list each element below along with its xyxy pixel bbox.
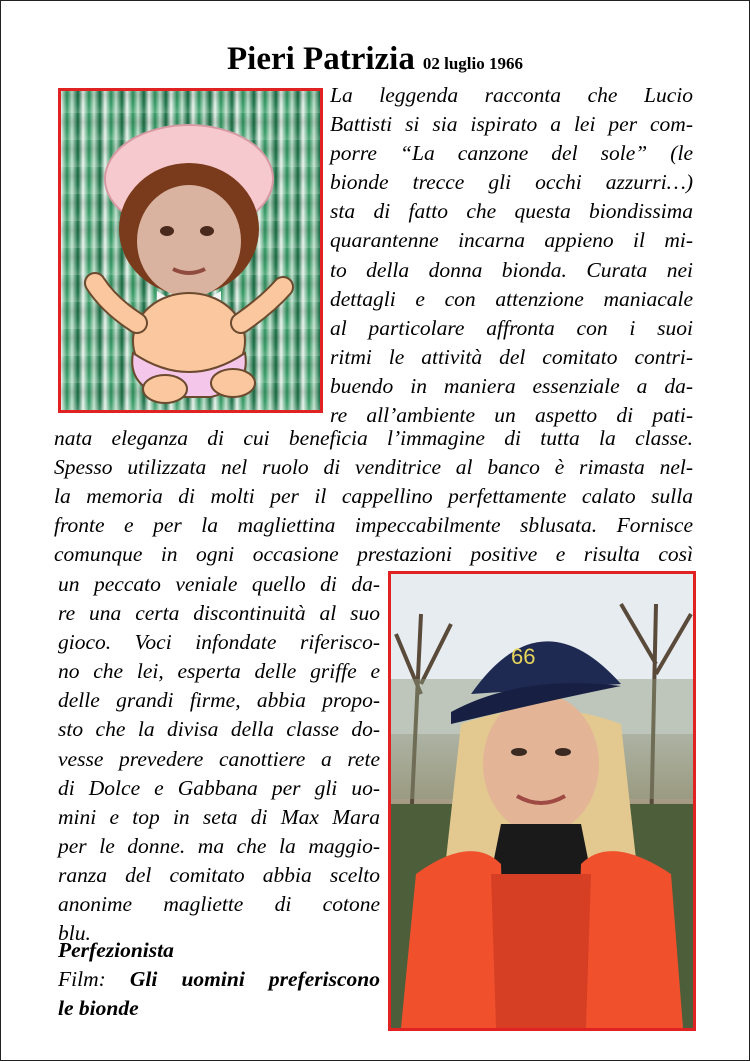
text-line: fronte e per la magliettina impeccabilmente sblusata. Fornisce: [54, 513, 693, 538]
text-line: sto che la divisa della classe do-: [58, 717, 380, 742]
text-line: ranza del comitato abbia scelto: [58, 862, 380, 887]
text-line: Battisti si sia ispirato a lei per com-: [330, 112, 693, 137]
text-line: gioco. Voci infondate riferisco-: [58, 630, 380, 655]
text-line: ritmi le attività del comitato contri-: [330, 344, 693, 369]
cap-number: 66: [511, 644, 536, 669]
film-title: Gli uomini preferiscono: [129, 967, 380, 992]
bio-text-full-width: [54, 424, 693, 569]
film-title-continued: le bionde: [58, 996, 139, 1021]
text-line: la memoria di molti per il cappellino perfettamente calato sulla: [54, 484, 693, 509]
text-line: anonime magliette di cotone: [58, 892, 380, 917]
text-line: per le donne. ma che la maggio-: [58, 833, 380, 858]
text-line: delle grandi firme, abbia propo-: [58, 688, 380, 713]
text-line: al particolare affronta con i suoi: [330, 315, 693, 340]
adult-portrait-photo: [388, 571, 696, 1031]
text-line: di Dolce e Gabbana per gli uo-: [58, 775, 380, 800]
bio-text-column-2: [58, 570, 380, 948]
text-line: sta di fatto che questa biondissima: [330, 199, 693, 224]
trait-label: Perfezionista: [58, 938, 174, 962]
text-line: quarantenne incarna appieno il mi-: [330, 228, 693, 253]
text-line: to della donna bionda. Curata nei: [330, 257, 693, 282]
text-line: comunque in ogni occasione prestazioni positive e risulta così: [54, 542, 693, 567]
text-line: bionde trecce gli occhi azzurri…): [330, 170, 693, 195]
text-line: La leggenda racconta che Lucio: [330, 83, 693, 107]
text-line: vesse prevedere canottiere a rete: [58, 746, 380, 771]
text-line: un peccato veniale quello di da-: [58, 572, 380, 596]
text-line: re all’ambiente un aspetto di pati-: [330, 403, 693, 428]
text-line: porre “La canzone del sole” (le: [330, 141, 693, 166]
text-line: no che lei, esperta delle griffe e: [58, 659, 380, 684]
text-line: dettagli e con attenzione maniacale: [330, 286, 693, 311]
childhood-cartoon-photo: [58, 88, 323, 413]
text-line: nata eleganza di cui beneficia l’immagine di tutta la classe.: [54, 426, 693, 450]
birth-date: 02 luglio 1966: [422, 54, 523, 73]
bio-text-column-1: [330, 81, 693, 430]
text-line: re una certa discontinuità al suo: [58, 601, 380, 626]
text-line: buendo in maniera essenziale a da-: [330, 373, 693, 398]
baby-cartoon-illustration: [61, 91, 320, 410]
text-line: mini e top in seta di Max Mara: [58, 804, 380, 829]
film-label: Film:: [58, 967, 106, 992]
bio-footer: [58, 936, 380, 1023]
person-name: Pieri Patrizia: [227, 41, 415, 77]
text-line: Spesso utilizzata nel ruolo di venditrice al banco è rimasta nel-: [54, 455, 693, 480]
portrait-illustration: [391, 574, 693, 1028]
page-title: [1, 41, 749, 78]
film-row: [58, 965, 380, 994]
text-line: blu.: [58, 921, 91, 946]
